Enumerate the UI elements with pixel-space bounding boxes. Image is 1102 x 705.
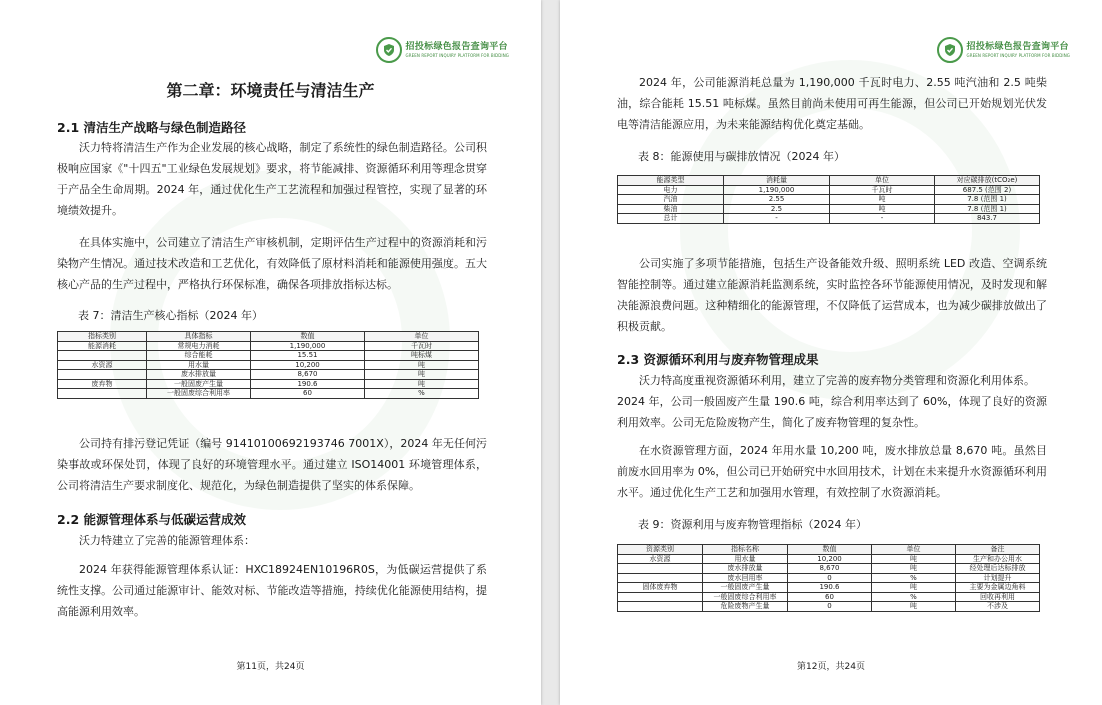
table-cell: 1,190,000 — [251, 341, 365, 351]
table-row — [618, 602, 1040, 612]
table-cell: 吨 — [365, 379, 479, 389]
table-cell: 废水回用率 — [703, 573, 788, 583]
table-cell: 0 — [788, 573, 872, 583]
table-cell: 废水排放量 — [147, 370, 251, 380]
table-header-cell: 对应碳排放(tCO₂e) — [935, 176, 1040, 186]
table-cell: 吨 — [365, 370, 479, 380]
logo-chinese-text: 招投标绿色报告查询平台 — [405, 41, 508, 52]
table-cell: % — [365, 389, 479, 399]
table-cell: 用水量 — [703, 554, 788, 564]
table-cell: 一般固废综合利用率 — [703, 592, 788, 602]
table-cell: 能源消耗 — [58, 341, 147, 351]
table-row — [618, 214, 1040, 224]
paragraph: 公司持有排污登记凭证（编号 91410100692193746 7001X），2024 年无任何污染事故或环保处罚，体现了良好的环境管理水平。通过建立 ISO14001 环境管理体系，公司将清洁生产要求制度化、规范化，为绿色制造提供了坚实的体系保障。 — [57, 437, 487, 492]
table-cell: 固体废弃物 — [618, 583, 703, 593]
table-cell: % — [872, 573, 956, 583]
table-cell: 7.8 (范围 1) — [935, 204, 1040, 214]
chapter-title: 第二章：环境责任与清洁生产 — [166, 81, 375, 100]
table-row — [618, 573, 1040, 583]
table-cell: 经处理后达标排放 — [956, 564, 1040, 574]
table-cell: 10,200 — [788, 554, 872, 564]
table-cell: 生产和办公用水 — [956, 554, 1040, 564]
table-cell: 吨标煤 — [365, 351, 479, 361]
table-row — [58, 389, 479, 399]
paragraph: 2024 年获得能源管理体系认证：HXC18924EN10196R0S，为低碳运营提供了系统性支撑。公司通过能源审计、能效对标、节能改造等措施，持续优化能源使用结构，提高能源利用效率。 — [57, 563, 487, 618]
table-cell: 用水量 — [147, 360, 251, 370]
table-cell: 综合能耗 — [147, 351, 251, 361]
table-cell: 吨 — [830, 204, 935, 214]
table-header-cell: 备注 — [956, 545, 1040, 555]
table-cell: 7.8 (范围 1) — [935, 195, 1040, 205]
table-cell: 0 — [788, 602, 872, 612]
table-7 — [57, 331, 479, 399]
table-cell: 吨 — [872, 564, 956, 574]
paragraph: 2024 年，公司一般固废产生量 190.6 吨，综合利用率达到了 60%，体现了良好的资源利用效率。公司无危险废物产生，简化了废弃物管理的复杂性。 — [617, 395, 1047, 429]
table-cell: 废弃物 — [58, 379, 147, 389]
table-cell: 一般固废综合利用率 — [147, 389, 251, 399]
table-8 — [617, 175, 1040, 224]
table-cell: 废水排放量 — [703, 564, 788, 574]
table-row — [618, 185, 1040, 195]
table-cell: 千瓦时 — [365, 341, 479, 351]
table-header-cell: 指标名称 — [703, 545, 788, 555]
logo-english-text: GREEN REPORT INQUIRY PLATFORM FOR BIDDING — [966, 52, 1070, 58]
table-cell: 8,670 — [788, 564, 872, 574]
paragraph: 沃力特建立了完善的能源管理体系： — [79, 534, 255, 547]
table-row — [618, 583, 1040, 593]
table-header-cell: 消耗量 — [724, 176, 830, 186]
table-cell: 常规电力消耗 — [147, 341, 251, 351]
section-2-2-title: 2.2 能源管理体系与低碳运营成效 — [57, 512, 246, 527]
paragraph: 2024 年，公司能源消耗总量为 1,190,000 千瓦时电力、2.55 吨汽油和 2.5 吨柴油，综合能耗 15.51 吨标煤。虽然目前尚未使用可再生能源，但公司已开始规划光伏发电等清洁能源应用，为未来能源结构优化奠定基础。 — [617, 76, 1047, 131]
table-header-cell: 单位 — [830, 176, 935, 186]
paragraph: 沃力特高度重视资源循环利用，建立了完善的废弃物分类管理和资源化利用体系。 — [639, 374, 1035, 387]
table-row — [618, 564, 1040, 574]
logo-chinese-text: 招投标绿色报告查询平台 — [966, 41, 1069, 52]
table-row — [58, 351, 479, 361]
table-cell: 843.7 — [935, 214, 1040, 224]
table-7-caption: 表 7：清洁生产核心指标（2024 年） — [78, 309, 263, 322]
table-cell — [58, 389, 147, 399]
table-cell: - — [724, 214, 830, 224]
table-cell — [618, 602, 703, 612]
table-cell: 危险废物产生量 — [703, 602, 788, 612]
table-row — [58, 360, 479, 370]
logo-english-text: GREEN REPORT INQUIRY PLATFORM FOR BIDDING — [405, 52, 509, 58]
table-header-cell: 资源类别 — [618, 545, 703, 555]
platform-logo — [937, 37, 1070, 63]
table-cell: 电力 — [618, 185, 724, 195]
table-cell: 千瓦时 — [830, 185, 935, 195]
table-cell: 吨 — [365, 360, 479, 370]
table-cell: 190.6 — [788, 583, 872, 593]
paragraph: 在水资源管理方面，2024 年用水量 10,200 吨，废水排放总量 8,670 吨。虽然目前废水回用率为 0%，但公司已开始研究中水回用技术，计划在未来提升水资源循环利用水平。通过优化生产工艺和加强用水管理，有效控制了水资源消耗。 — [617, 444, 1047, 499]
table-cell: 水资源 — [58, 360, 147, 370]
table-cell: 一般固废产生量 — [147, 379, 251, 389]
table-header-cell: 能源类型 — [618, 176, 724, 186]
table-row — [618, 204, 1040, 214]
table-cell — [58, 351, 147, 361]
table-cell: 柴油 — [618, 204, 724, 214]
table-header-cell: 数值 — [251, 332, 365, 342]
table-header-cell: 数值 — [788, 545, 872, 555]
table-cell: - — [830, 214, 935, 224]
shield-check-icon — [937, 37, 963, 63]
table-header-cell: 具体指标 — [147, 332, 251, 342]
table-cell: 一般固废产生量 — [703, 583, 788, 593]
paragraph: 公司实施了多项节能措施，包括生产设备能效升级、照明系统 LED 改造、空调系统智能控制等。通过建立能源消耗监测系统，实时监控各环节能源使用情况，及时发现和解决能源浪费问题。这种精细化的能源管理，不仅降低了运营成本，也为减少碳排放做出了积极贡献。 — [617, 257, 1047, 333]
table-row — [58, 370, 479, 380]
table-cell: 8,670 — [251, 370, 365, 380]
shield-check-icon — [376, 37, 402, 63]
table-cell — [618, 564, 703, 574]
table-cell: 60 — [788, 592, 872, 602]
page-footer: 第12页，共24页 — [797, 662, 865, 672]
table-cell — [58, 370, 147, 380]
table-cell: 1,190,000 — [724, 185, 830, 195]
table-row — [58, 379, 479, 389]
document-page-12 — [560, 0, 1102, 705]
platform-logo — [376, 37, 509, 63]
table-cell: 吨 — [872, 554, 956, 564]
table-cell — [618, 573, 703, 583]
table-cell: 60 — [251, 389, 365, 399]
table-9-caption: 表 9：资源利用与废弃物管理指标（2024 年） — [638, 518, 867, 531]
table-cell: 主要为金属边角料 — [956, 583, 1040, 593]
table-header-cell: 单位 — [872, 545, 956, 555]
table-cell: 吨 — [872, 583, 956, 593]
table-cell: 2.55 — [724, 195, 830, 205]
section-2-1-title: 2.1 清洁生产战略与绿色制造路径 — [57, 120, 246, 135]
paragraph: 沃力特将清洁生产作为企业发展的核心战略，制定了系统性的绿色制造路径。公司积极响应国家《"十四五"工业绿色发展规划》要求，将节能减排、资源循环利用等理念贯穿于产品全生命周期。2024 年，通过优化生产工艺流程和加强过程管控，实现了显著的环境绩效提升。 — [57, 141, 487, 217]
table-cell: 10,200 — [251, 360, 365, 370]
table-header-cell: 指标类别 — [58, 332, 147, 342]
table-cell: 687.5 (范围 2) — [935, 185, 1040, 195]
table-cell: 计划提升 — [956, 573, 1040, 583]
table-row — [618, 592, 1040, 602]
table-cell: 回收再利用 — [956, 592, 1040, 602]
table-cell: 190.6 — [251, 379, 365, 389]
table-cell — [618, 592, 703, 602]
table-cell: 不涉及 — [956, 602, 1040, 612]
table-cell: 吨 — [830, 195, 935, 205]
table-cell: % — [872, 592, 956, 602]
table-cell: 15.51 — [251, 351, 365, 361]
table-row — [58, 341, 479, 351]
table-8-caption: 表 8：能源使用与碳排放情况（2024 年） — [638, 150, 845, 163]
table-cell: 吨 — [872, 602, 956, 612]
document-page-11 — [0, 0, 541, 705]
table-cell: 汽油 — [618, 195, 724, 205]
table-row — [618, 554, 1040, 564]
table-9 — [617, 544, 1040, 612]
page-footer: 第11页，共24页 — [236, 662, 305, 672]
table-row — [618, 195, 1040, 205]
table-header-cell: 单位 — [365, 332, 479, 342]
paragraph: 在具体实施中，公司建立了清洁生产审核机制，定期评估生产过程中的资源消耗和污染物产生情况。通过技术改造和工艺优化，有效降低了原材料消耗和能源使用强度。五大核心产品的生产过程中，严格执行环保标准，确保各项排放指标达标。 — [57, 236, 487, 291]
section-2-3-title: 2.3 资源循环利用与废弃物管理成果 — [617, 352, 819, 367]
table-cell: 总计 — [618, 214, 724, 224]
table-cell: 水资源 — [618, 554, 703, 564]
table-cell: 2.5 — [724, 204, 830, 214]
